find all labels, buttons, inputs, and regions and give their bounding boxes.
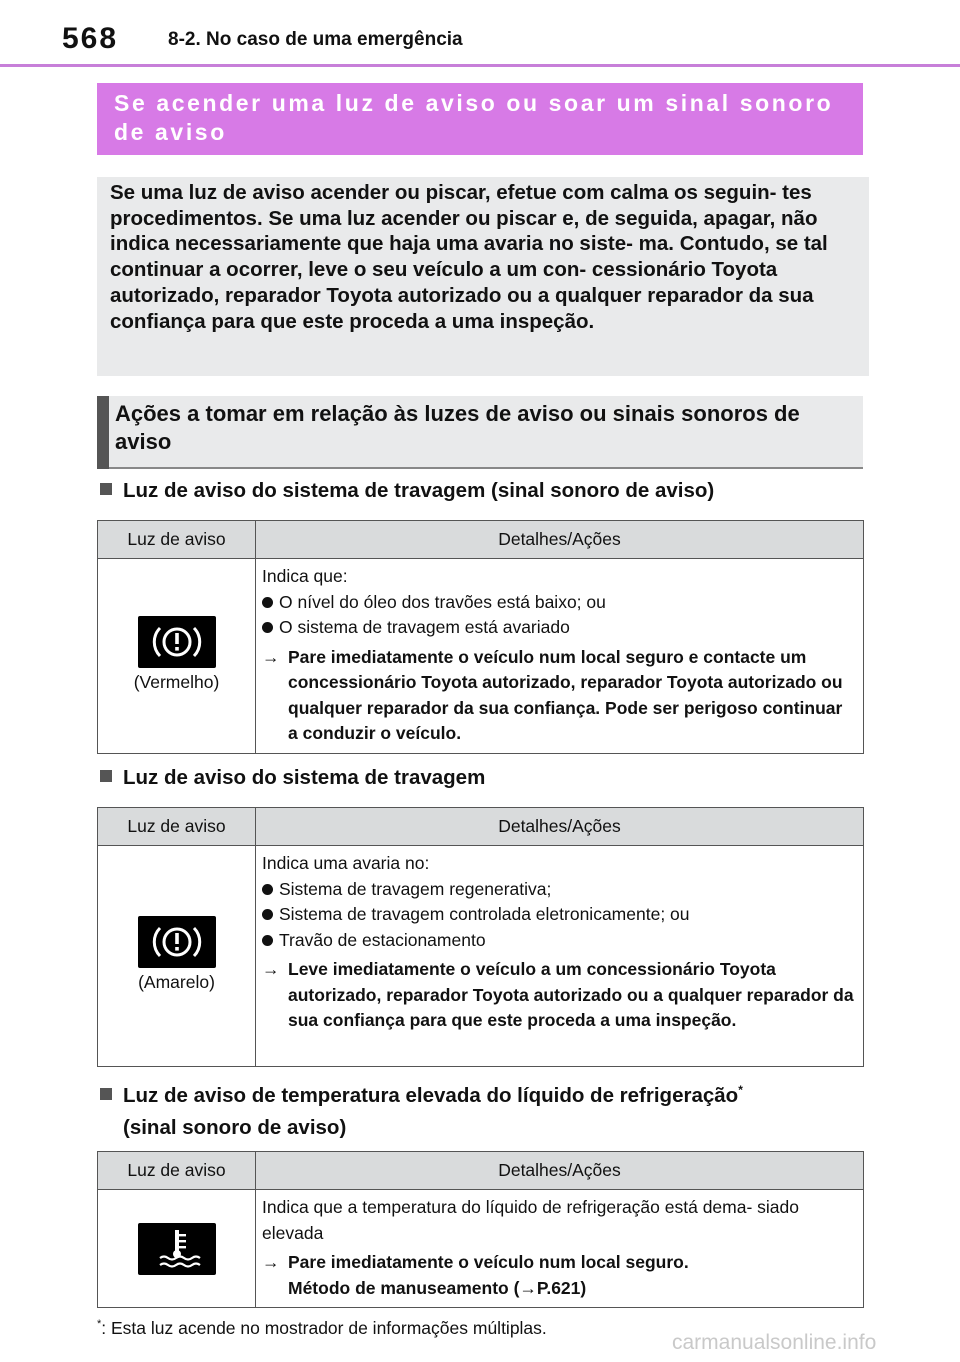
square-bullet-icon <box>100 483 112 495</box>
details-intro: Indica que: <box>262 566 348 586</box>
topic-banner <box>97 83 863 155</box>
intro-text: Se uma luz de aviso acender ou piscar, efetue com calma os seguin- tes procedimentos. Se uma luz acender ou piscar e, de seguida, apagar, não indica necessariamente que haja uma avaria no siste- ma. Contudo, se tal continuar a ocorrer, leve o seu veículo a um con- cessionário Toyota autorizado, reparador Toyota autorizado ou a qualquer reparador da sua confiança para que este proceda a uma inspeção. <box>110 181 828 333</box>
bullet-item: Sistema de travagem regenerativa; <box>262 877 855 903</box>
details-cell <box>256 1190 864 1308</box>
page-number: 568 <box>62 22 119 55</box>
page-header <box>0 0 960 68</box>
warning-table-brake-amber <box>97 807 864 1067</box>
section-heading-text-line2: (sinal sonoro de aviso) <box>123 1115 347 1139</box>
section-title: 8-2. No caso de uma emergência <box>168 29 463 50</box>
details-cell <box>256 846 864 1067</box>
column-header-details: Detalhes/Ações <box>256 521 864 559</box>
column-header-warning-light: Luz de aviso <box>98 1152 256 1190</box>
bullet-item: O sistema de travagem está avariado <box>262 615 855 641</box>
column-header-warning-light: Luz de aviso <box>98 808 256 846</box>
header-rule <box>0 64 960 67</box>
section-heading-text: Luz de aviso do sistema de travagem (sinal sonoro de aviso) <box>123 479 715 502</box>
page-reference: Método de manuseamento (→P.621) <box>288 1277 587 1298</box>
bullet-item: Sistema de travagem controlada eletronicamente; ou <box>262 902 855 928</box>
banner-title: Se acender uma luz de aviso ou soar um sinal sonoro de aviso <box>114 90 834 145</box>
section-heading-coolant <box>100 1075 743 1143</box>
icon-color-caption: (Vermelho) <box>133 672 220 692</box>
action-text: → Pare imediatamente o veículo num local seguro. <box>262 1250 855 1276</box>
section-heading-text: Luz de aviso de temperatura elevada do líquido de refrigeração <box>123 1083 739 1107</box>
watermark: carmanualsonline.info <box>672 1331 877 1354</box>
arrow-icon: → <box>262 959 280 979</box>
arrow-icon: → <box>519 1277 537 1298</box>
footnote <box>97 1318 547 1339</box>
subheading-box <box>97 396 863 469</box>
column-header-warning-light: Luz de aviso <box>98 521 256 559</box>
bullet-dot-icon <box>262 935 273 946</box>
bullet-item: O nível do óleo dos travões está baixo; ou <box>262 590 855 616</box>
square-bullet-icon <box>100 1088 112 1100</box>
warning-light-cell <box>98 559 256 754</box>
details-cell <box>256 559 864 754</box>
bullet-item: Travão de estacionamento <box>262 928 855 954</box>
warning-table-coolant <box>97 1151 864 1308</box>
section-heading-brake-amber <box>100 763 485 793</box>
bullet-dot-icon <box>262 622 273 633</box>
page-reference-link[interactable]: P.621) <box>536 1277 587 1298</box>
warning-light-cell <box>98 1190 256 1308</box>
warning-light-cell <box>98 846 256 1067</box>
column-header-details: Detalhes/Ações <box>256 808 864 846</box>
icon-color-caption: (Amarelo) <box>138 972 215 993</box>
square-bullet-icon <box>100 770 112 782</box>
subheading-title: Ações a tomar em relação às luzes de aviso ou sinais sonoros de aviso <box>115 401 800 454</box>
action-text: → Leve imediatamente o veículo a um concessionário Toyota autorizado, reparador Toyota autorizado ou a qualquer reparador da sua confiança para que este proceda a uma inspeção. <box>262 959 854 1030</box>
subheading-accent-bar <box>97 396 109 469</box>
arrow-icon: → <box>262 1252 280 1272</box>
intro-box <box>97 177 869 376</box>
column-header-details: Detalhes/Ações <box>256 1152 864 1190</box>
footnote-mark: * <box>97 1318 102 1331</box>
brake-warning-icon <box>138 616 216 668</box>
coolant-temperature-icon <box>138 1223 216 1275</box>
warning-table-brake-red <box>97 520 864 754</box>
action-text: → Pare imediatamente o veículo num local seguro e contacte um concessionário Toyota autorizado, reparador Toyota autorizado ou qualquer reparador da sua confiança. Pode ser perigoso continuar a conduzir o veículo. <box>262 646 843 743</box>
details-intro: Indica uma avaria no: <box>262 853 430 873</box>
brake-warning-icon <box>138 916 216 968</box>
footnote-marker: * <box>738 1083 743 1097</box>
section-heading-text: Luz de aviso do sistema de travagem <box>123 766 486 789</box>
bullet-dot-icon <box>262 597 273 608</box>
bullet-dot-icon <box>262 909 273 920</box>
footnote-text: : Esta luz acende no mostrador de informações múltiplas. <box>101 1318 547 1338</box>
arrow-icon: → <box>262 646 280 667</box>
bullet-dot-icon <box>262 884 273 895</box>
details-intro: Indica que a temperatura do líquido de refrigeração está dema- siado elevada <box>262 1197 799 1243</box>
section-heading-brake-red <box>100 476 714 506</box>
